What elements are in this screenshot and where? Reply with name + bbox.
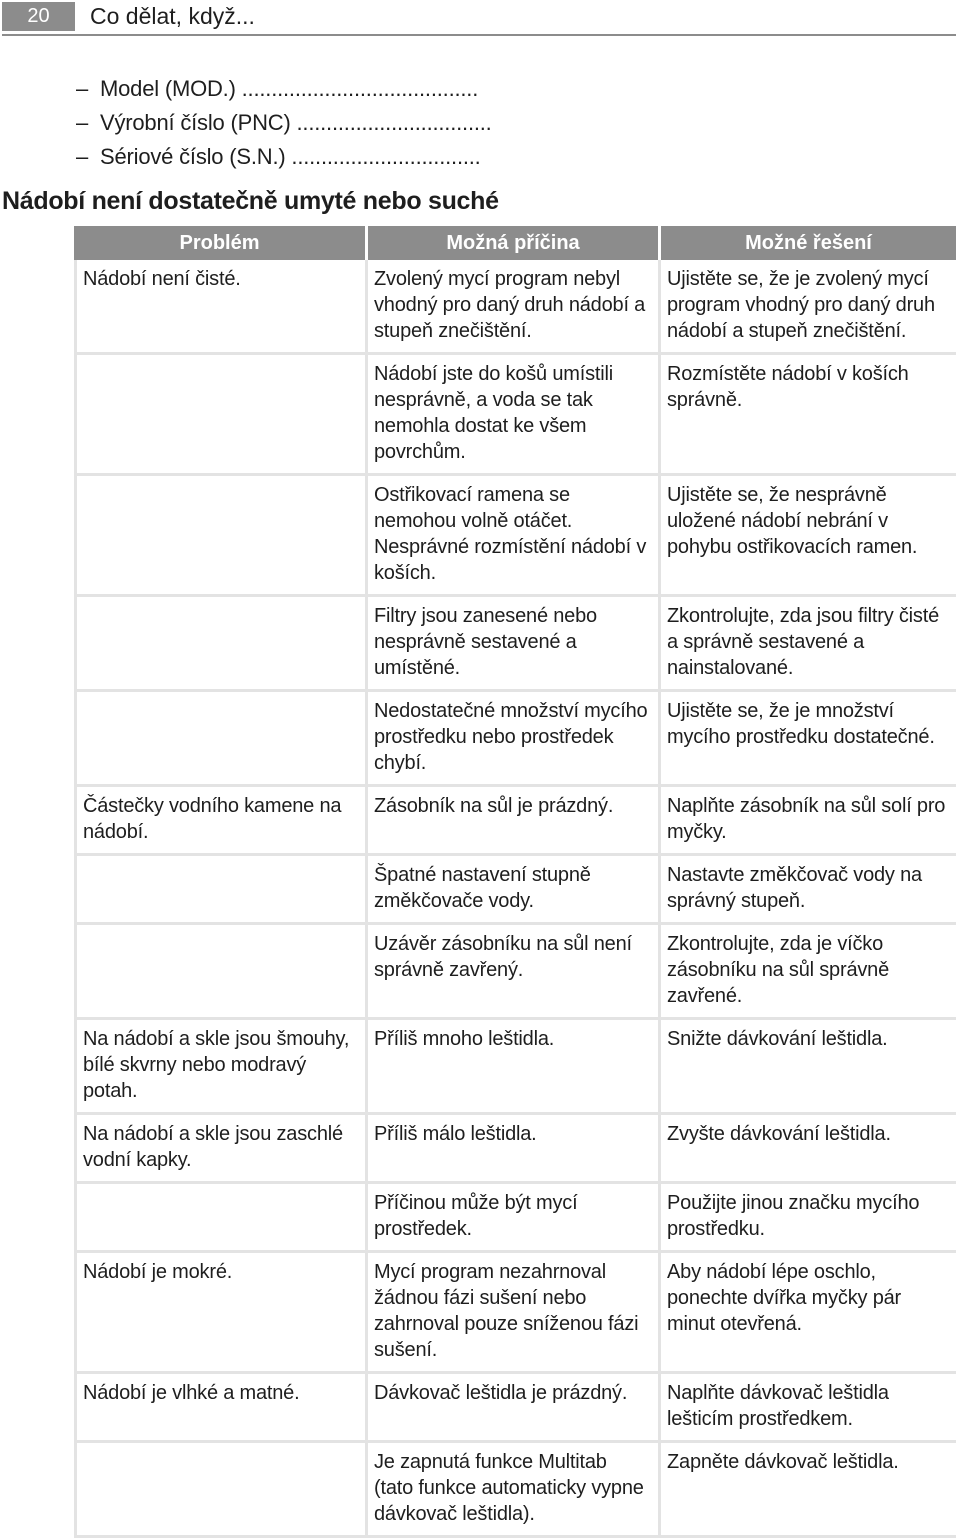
table-row <box>74 1253 956 1374</box>
table-row <box>74 692 956 787</box>
solution-cell <box>661 1374 956 1443</box>
cell-text: Zásobník na sůl je prázdný. <box>374 795 614 817</box>
column-header-solution: Možné řešení <box>661 226 956 260</box>
list-item <box>76 72 492 106</box>
cell-text: Zvolený mycí program nebyl vhodný pro daný druh nádobí a stupeň znečištění. <box>374 268 646 342</box>
solution-cell <box>661 1253 956 1374</box>
cell-text: Naplňte zásobník na sůl solí pro myčky. <box>667 795 946 843</box>
cause-cell <box>368 856 661 925</box>
solution-cell <box>661 692 956 787</box>
cause-cell <box>368 1443 661 1538</box>
cell-text: Zkontrolujte, zda je víčko zásobníku na sůl správně zavřené. <box>667 933 890 1007</box>
table-row <box>74 1443 956 1538</box>
cause-cell <box>368 597 661 692</box>
cell-text: Mycí program nezahrnoval žádnou fázi sušení nebo zahrnoval pouze sníženou fázi sušení. <box>374 1261 639 1361</box>
cause-cell <box>368 1115 661 1184</box>
solution-cell <box>661 597 956 692</box>
problem-cell <box>74 1374 368 1443</box>
list-item-text: Výrobní číslo (PNC) ................................. <box>100 110 492 135</box>
cell-text: Aby nádobí lépe oschlo, ponechte dvířka myčky pár minut otevřená. <box>667 1261 901 1335</box>
solution-cell <box>661 1443 956 1538</box>
solution-cell <box>661 787 956 856</box>
cell-text: Nádobí jste do košů umístili nesprávně, a voda se tak nemohla dostat ke všem povrchům. <box>374 363 613 463</box>
cell-text: Naplňte dávkovač leštidla lešticím prostředkem. <box>667 1382 889 1430</box>
table-row <box>74 1374 956 1443</box>
table-row <box>74 787 956 856</box>
problem-cell <box>74 355 368 476</box>
problem-cell <box>74 692 368 787</box>
header-divider <box>2 34 956 36</box>
cause-cell <box>368 787 661 856</box>
cause-cell <box>368 355 661 476</box>
solution-cell <box>661 925 956 1020</box>
table-row <box>74 856 956 925</box>
problem-cell <box>74 597 368 692</box>
cell-text: Částečky vodního kamene na nádobí. <box>83 795 342 843</box>
cell-text: Dávkovač leštidla je prázdný. <box>374 1382 628 1404</box>
problem-cell <box>74 1184 368 1253</box>
column-header-cause: Možná příčina <box>368 226 661 260</box>
cell-text: Zvyšte dávkování leštidla. <box>667 1123 891 1145</box>
problem-cell <box>74 260 368 355</box>
problem-cell <box>74 787 368 856</box>
cell-text: Zkontrolujte, zda jsou filtry čisté a správně sestavené a nainstalované. <box>667 605 939 679</box>
table-row <box>74 1115 956 1184</box>
cell-text: Příčinou může být mycí prostředek. <box>374 1192 578 1240</box>
solution-cell <box>661 856 956 925</box>
solution-cell <box>661 1184 956 1253</box>
product-info-list <box>76 72 492 174</box>
cause-cell <box>368 1253 661 1374</box>
cell-text: Ujistěte se, že je množství mycího prostředku dostatečné. <box>667 700 935 748</box>
list-dash: – <box>76 144 89 169</box>
list-item-text: Sériové číslo (S.N.) ................................ <box>100 144 481 169</box>
cell-text: Ostřikovací ramena se nemohou volně otáčet. Nesprávné rozmístění nádobí v koších. <box>374 484 647 584</box>
cell-text: Filtry jsou zanesené nebo nesprávně sestavené a umístěné. <box>374 605 597 679</box>
problem-cell <box>74 925 368 1020</box>
cell-text: Nádobí je vlhké a matné. <box>83 1382 300 1404</box>
cell-text: Uzávěr zásobníku na sůl není správně zavřený. <box>374 933 632 981</box>
list-dash: – <box>76 76 89 101</box>
table-body <box>74 260 956 1538</box>
cell-text: Nádobí je mokré. <box>83 1261 233 1283</box>
table-row <box>74 1184 956 1253</box>
cell-text: Na nádobí a skle jsou zaschlé vodní kapky. <box>83 1123 343 1171</box>
cause-cell <box>368 1020 661 1115</box>
cause-cell <box>368 1184 661 1253</box>
table-row <box>74 355 956 476</box>
cause-cell <box>368 260 661 355</box>
cell-text: Snižte dávkování leštidla. <box>667 1028 888 1050</box>
cell-text: Zapněte dávkovač leštidla. <box>667 1451 899 1473</box>
problem-cell <box>74 856 368 925</box>
solution-cell <box>661 1115 956 1184</box>
list-item-text: Model (MOD.) ........................................ <box>100 76 479 101</box>
cell-text: Je zapnutá funkce Multitab (tato funkce automaticky vypne dávkovač leštidla). <box>374 1451 644 1525</box>
solution-cell <box>661 1020 956 1115</box>
problem-cell <box>74 1443 368 1538</box>
table-header-row <box>74 226 956 260</box>
troubleshooting-table <box>74 226 956 1538</box>
section-title: Nádobí není dostatečně umyté nebo suché <box>2 187 499 215</box>
cell-text: Na nádobí a skle jsou šmouhy, bílé skvrny nebo modravý potah. <box>83 1028 350 1102</box>
cell-text: Použijte jinou značku mycího prostředku. <box>667 1192 920 1240</box>
table-row <box>74 1020 956 1115</box>
cell-text: Nádobí není čisté. <box>83 268 241 290</box>
cause-cell <box>368 925 661 1020</box>
solution-cell <box>661 355 956 476</box>
table-row <box>74 260 956 355</box>
list-item <box>76 140 492 174</box>
page-header <box>0 0 958 38</box>
cause-cell <box>368 692 661 787</box>
list-item <box>76 106 492 140</box>
cell-text: Špatné nastavení stupně změkčovače vody. <box>374 864 591 912</box>
table-row <box>74 925 956 1020</box>
chapter-title: Co dělat, když... <box>90 3 255 29</box>
cell-text: Nastavte změkčovač vody na správný stupeň. <box>667 864 922 912</box>
list-dash: – <box>76 110 89 135</box>
table-row <box>74 476 956 597</box>
cell-text: Ujistěte se, že nesprávně uložené nádobí nebrání v pohybu ostřikovacích ramen. <box>667 484 918 558</box>
cause-cell <box>368 476 661 597</box>
cause-cell <box>368 1374 661 1443</box>
solution-cell <box>661 476 956 597</box>
cell-text: Rozmístěte nádobí v koších správně. <box>667 363 909 411</box>
problem-cell <box>74 476 368 597</box>
column-header-problem: Problém <box>74 226 368 260</box>
cell-text: Ujistěte se, že je zvolený mycí program vhodný pro daný druh nádobí a stupeň znečištění. <box>667 268 935 342</box>
page-number: 20 <box>2 2 75 31</box>
table-row <box>74 597 956 692</box>
cell-text: Příliš málo leštidla. <box>374 1123 537 1145</box>
problem-cell <box>74 1020 368 1115</box>
solution-cell <box>661 260 956 355</box>
cell-text: Nedostatečné množství mycího prostředku nebo prostředek chybí. <box>374 700 648 774</box>
problem-cell <box>74 1115 368 1184</box>
problem-cell <box>74 1253 368 1374</box>
cell-text: Příliš mnoho leštidla. <box>374 1028 555 1050</box>
